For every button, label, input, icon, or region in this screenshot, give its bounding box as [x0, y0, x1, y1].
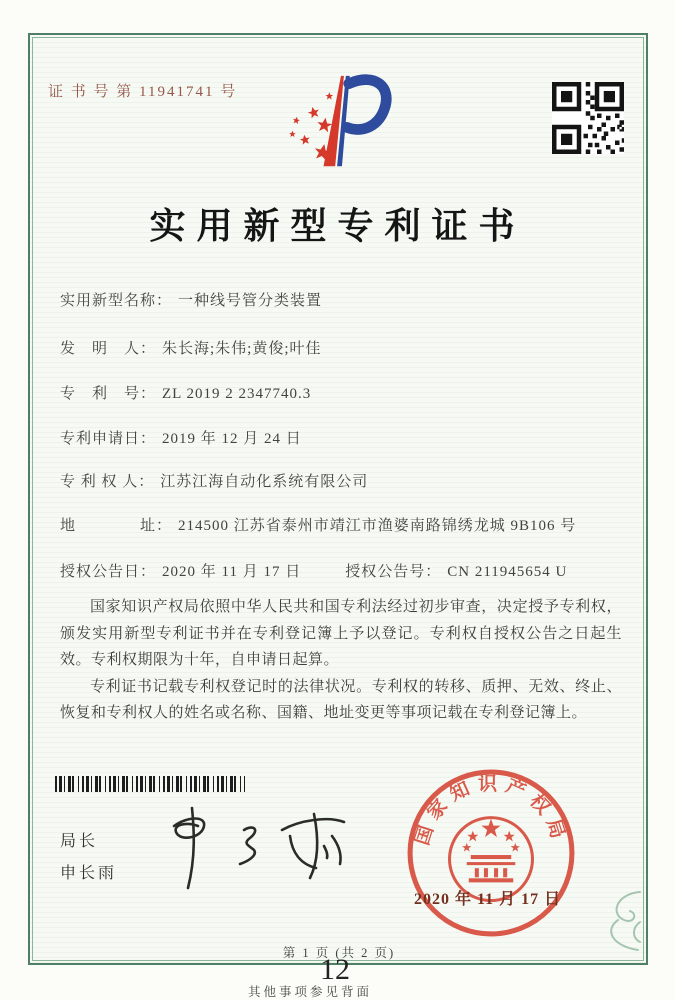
field-inventors: [60, 337, 620, 358]
field-grant-date-and-number: [60, 560, 620, 581]
qr-code-icon: [552, 82, 624, 154]
field-label: 发 明 人：: [60, 341, 157, 357]
field-label: 授权公告号：: [345, 564, 442, 580]
field-value: 江苏江海自动化系统有限公司: [160, 474, 369, 490]
signer-title: 局长: [60, 833, 99, 850]
field-label: 授权公告日：: [60, 564, 157, 580]
field-label: 地 址：: [60, 518, 173, 534]
seal-date: 2020 年 11 月 17 日: [414, 891, 562, 908]
field-value: CN 211945654 U: [447, 564, 568, 580]
field-value: 2019 年 12 月 24 日: [162, 431, 302, 447]
field-value: 朱长海;朱伟;黄俊;叶佳: [162, 341, 322, 357]
legal-paragraph: 国家知识产权局依照中华人民共和国专利法经过初步审查，决定授予专利权，颁发实用新型专利证书并在专利登记簿上予以登记。专利权自授权公告之日起生效。专利权期限为十年，自申请日起算。: [60, 599, 622, 668]
field-address: [60, 514, 620, 535]
barcode-icon: [55, 776, 245, 792]
legal-text-block: [60, 594, 622, 727]
field-value: 一种线号管分类装置: [178, 293, 323, 309]
field-label: 专 利 权 人：: [60, 474, 155, 490]
field-value: 214500 江苏省泰州市靖江市渔婆南路锦绣龙城 9B106 号: [178, 518, 577, 534]
field-patentee: [60, 470, 620, 491]
legal-paragraph: 专利证书记载专利权登记时的法律状况。专利权的转移、质押、无效、终止、恢复和专利权人的姓名或名称、国籍、地址变更等事项记载在专利登记簿上。: [60, 678, 622, 721]
certificate-title: 实用新型专利证书: [149, 206, 526, 246]
footer-note: 其他事项参见背面: [247, 985, 372, 999]
field-label: 专 利 号：: [60, 386, 157, 402]
field-filing-date: [60, 427, 620, 448]
certificate-number: 证 书 号 第 11941741 号: [48, 84, 238, 100]
footer-page-number: 第 1 页 (共 2 页): [282, 946, 396, 960]
signer-name: 申长雨: [60, 865, 118, 882]
seal-arc-text: 国家知识产权局: [412, 774, 570, 848]
field-value: 2020 年 11 月 17 日: [162, 564, 302, 580]
field-utility-model-name: [60, 289, 620, 310]
field-label: 专利申请日：: [60, 431, 157, 447]
footer-big-number: 12: [320, 953, 350, 986]
field-patent-number: [60, 382, 620, 403]
handwritten-signature-icon: [148, 800, 378, 900]
cnipa-logo-icon: [283, 72, 398, 174]
field-label: 实用新型名称：: [60, 293, 173, 309]
official-seal-icon: [404, 766, 578, 940]
svg-text:国家知识产权局: [411, 772, 571, 848]
field-value: ZL 2019 2 2347740.3: [162, 386, 312, 402]
